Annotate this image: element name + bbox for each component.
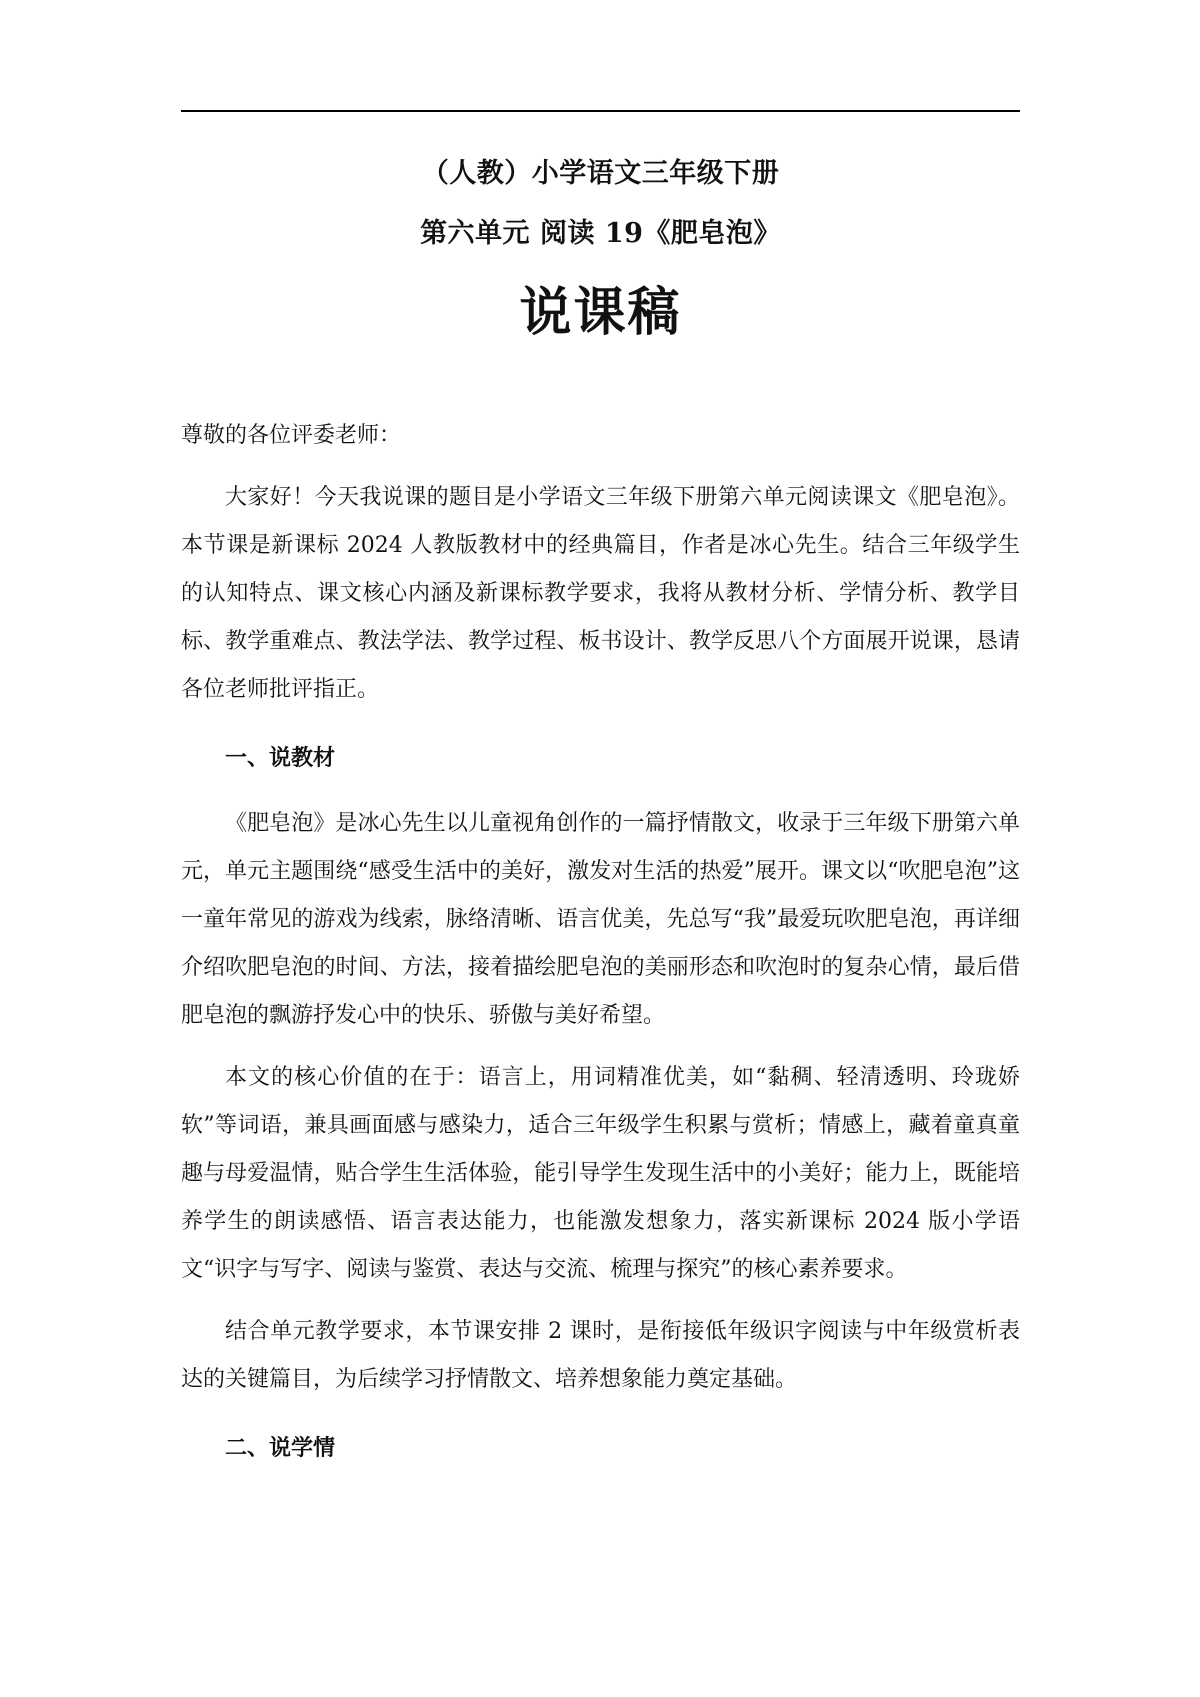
course-title: （人教）小学语文三年级下册 — [421, 158, 780, 189]
textbook-paragraph: 《肥皂泡》是冰心先生以儿童视角创作的一篇抒情散文，收录于三年级下册第六单元，单元主题围绕“感受生活中的美好，激发对生活的热爱”展开。课文以“吹肥皂泡”这一童年常见的游戏为线索，脉络清晰、语言优美，先总写“我”最爱玩吹肥皂泡，再详细介绍吹肥皂泡的时间、方法，接着描绘肥皂泡的美丽形态和吹泡时的复杂心情，最后借肥皂泡的飘游抒发心中的快乐、骄傲与美好希望。 — [181, 811, 1020, 1028]
salutation: 尊敬的各位评委老师： — [181, 423, 402, 448]
header-rule — [181, 110, 1020, 112]
section-heading-textbook: 一、说教材 — [225, 745, 336, 771]
textbook-paragraph: 本文的核心价值的在于：语言上，用词精准优美，如“黏稠、轻清透明、玲珑娇软”等词语，兼具画面感与感染力，适合三年级学生积累与赏析；情感上，藏着童真童趣与母爱温情，贴合学生生活体验，能引导学生发现生活中的小美好；能力上，既能培养学生的朗读感悟、语言表达能力，也能激发想象力，落实新课标 2024 版小学语文“识字与写字、阅读与鉴赏、表达与交流、梳理与探究”的核心素养要求。 — [181, 1065, 1020, 1282]
lesson-title: 第六单元 阅读 19《肥皂泡》 — [420, 218, 781, 249]
intro-paragraph: 大家好！今天我说课的题目是小学语文三年级下册第六单元阅读课文《肥皂泡》。本节课是新课标 2024 人教版教材中的经典篇目，作者是冰心先生。结合三年级学生的认知特点、课文核心内涵及新课标教学要求，我将从教材分析、学情分析、教学目标、教学重难点、教法学法、教学过程、板书设计、教学反思八个方面展开说课，恳请各位老师批评指正。 — [181, 485, 1020, 702]
section-heading-learners: 二、说学情 — [225, 1435, 336, 1461]
document-content — [181, 150, 1020, 1472]
page-title: 说课稿 — [519, 282, 682, 343]
textbook-paragraph: 结合单元教学要求，本节课安排 2 课时，是衔接低年级识字阅读与中年级赏析表达的关键篇目，为后续学习抒情散文、培养想象能力奠定基础。 — [181, 1319, 1020, 1392]
